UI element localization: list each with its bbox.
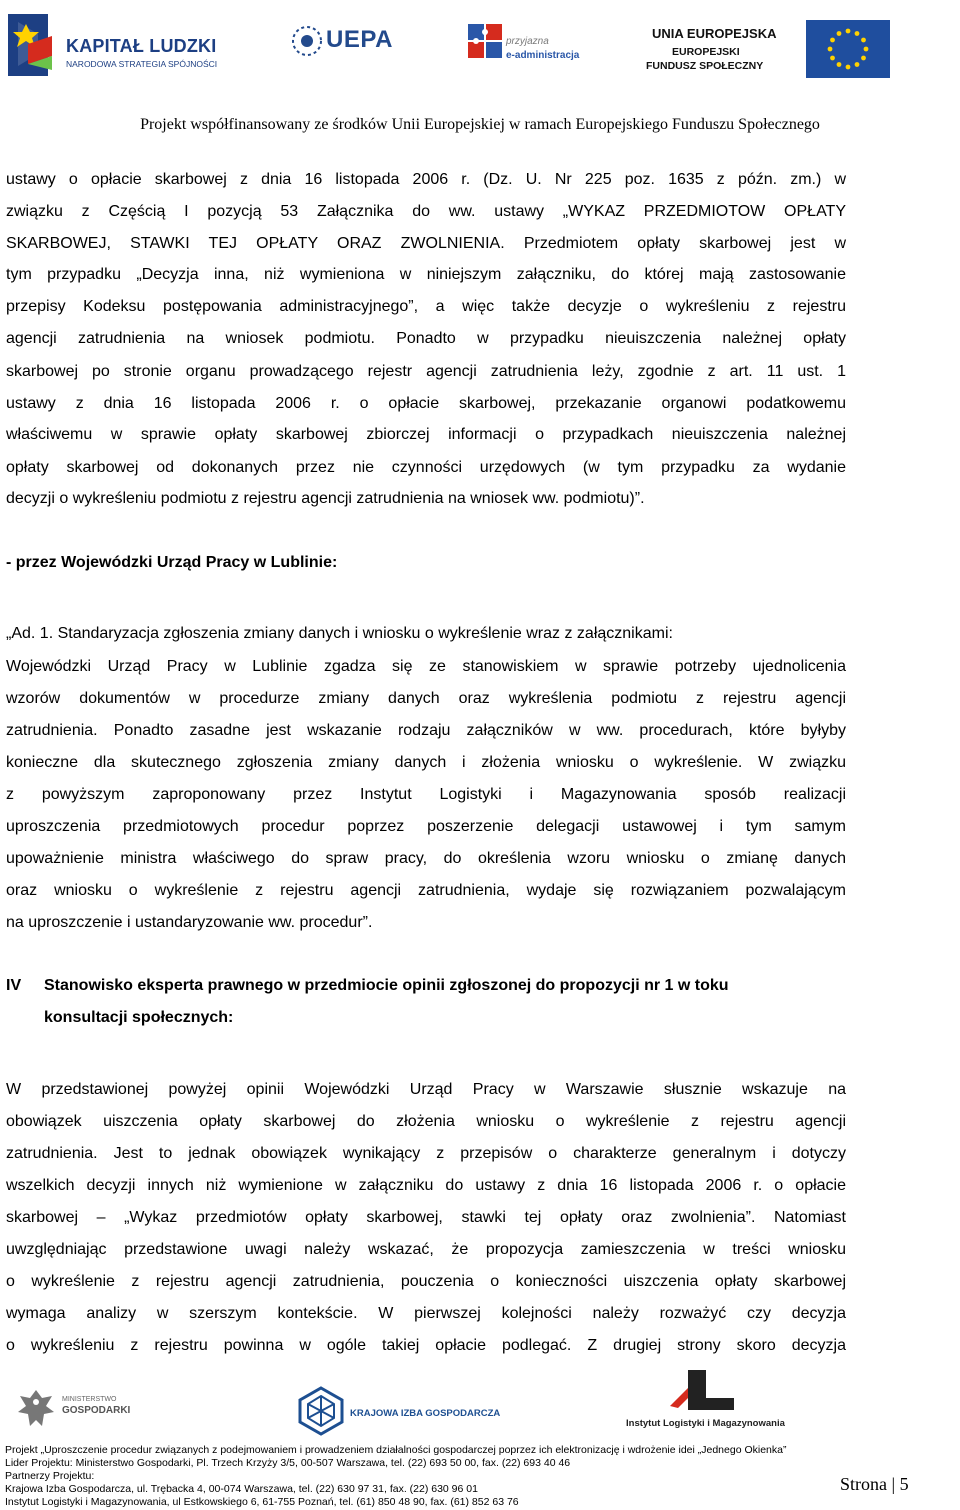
kig-emblem-icon	[296, 1386, 346, 1436]
ilim-name: Instytut Logistyki i Magazynowania	[626, 1418, 785, 1429]
paragraph-line: Wojewódzki Urząd Pracy w Lublinie zgadza się ze stanowiskiem w sprawie potrzeby ujednolicenia	[6, 658, 846, 675]
section-number: IV	[6, 977, 22, 994]
e-administracja-line1: przyjazna	[506, 36, 549, 47]
paragraph-line: decyzji o wykreśleniu podmiotu z rejestru agencji zatrudnienia na wniosek ww. podmiotu)”.	[6, 490, 645, 507]
ilim-logo	[626, 1368, 785, 1436]
section-title: Stanowisko eksperta prawnego w przedmiocie opinii zgłoszonej do propozycji nr 1 w toku	[44, 977, 729, 994]
kig-name: KRAJOWA IZBA GOSPODARCZA	[350, 1408, 501, 1419]
paragraph-line: skarbowej – „Wykaz przedmiotów opłaty skarbowej, stawki tej opłaty oraz zwolnienia”. Natomiast	[6, 1209, 846, 1226]
ministerstwo-line1: MINISTERSTWO	[62, 1396, 117, 1403]
cofinancing-note: Projekt współfinansowany ze środków Unii Europejskiej w ramach Europejskiego Funduszu Społecznego	[140, 116, 820, 133]
eu-logo	[646, 14, 944, 84]
kapital-ludzki-logo	[8, 14, 218, 76]
ilim-emblem-icon	[666, 1368, 736, 1416]
paragraph-line: W przedstawionej powyżej opinii Wojewódzki Urząd Pracy w Warszawie słusznie wskazuje na	[6, 1081, 846, 1098]
paragraph-line: o wykreśleniu z rejestru powinna w ogóle takiej opłacie podlegać. Z drugiej strony skoro decyzja	[6, 1337, 846, 1354]
paragraph-line: obowiązek uiszczenia opłaty skarbowej do złożenia wniosku o wykreślenie z rejestru agencji	[6, 1113, 846, 1130]
paragraph-line: na uproszczenie i ustandaryzowanie ww. procedur”.	[6, 914, 373, 931]
eu-flag-icon	[806, 20, 890, 78]
footer-partner-kig: Krajowa Izba Gospodarcza, ul. Trębacka 4, 00-074 Warszawa, tel. (22) 630 97 31, fax. (22) 630 96 01	[5, 1483, 478, 1495]
paragraph-line: skarbowej po stronie organu prowadzącego rejestr agencji zatrudnienia leży, zgodnie z art. 11 ust. 1	[6, 363, 846, 380]
kapital-ludzki-emblem	[8, 14, 60, 76]
uepa-logo	[290, 24, 393, 72]
footer-text	[5, 1444, 845, 1509]
ministerstwo-line2: GOSPODARKI	[62, 1405, 131, 1416]
paragraph-line: zatrudnienia. Ponadto zasadne jest wskazanie rodzaju załączników w ww. procedurach, które byłyby	[6, 722, 846, 739]
paragraph-line: ustawy o opłacie skarbowej z dnia 16 listopada 2006 r. (Dz. U. Nr 225 poz. 1635 z późn. zm.) w	[6, 171, 846, 188]
kig-logo	[296, 1386, 501, 1436]
e-administracja-line2: e-administracja	[506, 50, 580, 61]
subheading-wup-lublin: - przez Wojewódzki Urząd Pracy w Lublinie:	[6, 554, 338, 571]
paragraph-line: o wykreślenie z rejestru agencji zatrudnienia, pouczenia o konieczności uiszczenia opłaty skarbowej	[6, 1273, 846, 1290]
paragraph-line: tym przypadku „Decyzja inna, niż wymieniona w niniejszym załączniku, do której mają zastosowanie	[6, 266, 846, 283]
eu-logo-line2: EUROPEJSKI	[672, 46, 740, 58]
e-administracja-logo	[466, 22, 586, 70]
eu-logo-line3: FUNDUSZ SPOŁECZNY	[646, 60, 764, 72]
ministerstwo-gospodarki-logo	[16, 1386, 131, 1436]
paragraph-line: zatrudnienia. Jest to jednak obowiązek wynikający z przepisów o charakterze generalnym i dotyczy	[6, 1145, 846, 1162]
paragraph-line: oraz wniosku o wykreślenie z rejestru agencji zatrudnienia, wydaje się rozwiązaniem pozwalającym	[6, 882, 846, 899]
paragraph-line: upoważnienie ministra właściwego do spraw pracy, do określenia wzoru wniosku o zmianę danych	[6, 850, 846, 867]
uepa-stars-icon	[290, 24, 324, 58]
paragraph-line: opłaty skarbowej od dokonanych przez nie czynności urzędowych (w tym przypadku za wydanie	[6, 459, 846, 476]
kapital-ludzki-title: KAPITAŁ LUDZKI	[66, 36, 217, 56]
paragraph-line: uwzględniając przedstawione uwagi należy wskazać, że propozycja zamieszczenia w treści wniosku	[6, 1241, 846, 1258]
paragraph-line: SKARBOWEJ, STAWKI TEJ OPŁATY ORAZ ZWOLNIENIA. Przedmiotem opłaty skarbowej jest w	[6, 235, 846, 252]
footer-partners-label: Partnerzy Projektu:	[5, 1470, 95, 1482]
paragraph-line: z powyższym zaproponowany przez Instytut Logistyki i Magazynowania sposób realizacji	[6, 786, 846, 803]
paragraph-line: „Ad. 1. Standaryzacja zgłoszenia zmiany danych i wniosku o wykreślenie wraz z załącznikami:	[6, 625, 673, 642]
paragraph-line: uproszczenia przedmiotowych procedur poprzez poszerzenie delegacji ustawowej i tym samym	[6, 818, 846, 835]
eu-logo-line1: UNIA EUROPEJSKA	[652, 26, 777, 41]
paragraph-line: ustawy z dnia 16 listopada 2006 r. o opłacie skarbowej, przekazanie organowi podatkowemu	[6, 395, 846, 412]
puzzle-icon	[466, 22, 504, 60]
paragraph-line: wszelkich decyzji innych niż wymienione w załączniku do ustawy z dnia 16 listopada 2006 r. o opłacie	[6, 1177, 846, 1194]
footer-project-line: Projekt „Uproszczenie procedur związanych z podejmowaniem i prowadzeniem działalności gospodarczej poprzez ich elektronizację i wdrożenie idei „Jednego Okienka”	[5, 1444, 787, 1456]
paragraph-line: wymaga analizy w szerszym kontekście. W pierwszej kolejności należy rozważyć czy decyzja	[6, 1305, 846, 1322]
paragraph-line: konieczne dla skutecznego zgłoszenia zmiany danych i złożenia wniosku o wykreślenie. W związku	[6, 754, 846, 771]
footer-partner-ilim: Instytut Logistyki i Magazynowania, ul Estkowskiego 6, 61-755 Poznań, tel. (61) 850 48 90, fax. (61) 852 63 76	[5, 1496, 519, 1508]
paragraph-line: właściwemu w sprawie opłaty skarbowej zbiorczej informacji o przypadkach nieuiszczenia należnej	[6, 426, 846, 443]
uepa-title: UEPA	[326, 26, 393, 53]
eagle-icon	[16, 1386, 56, 1436]
paragraph-line: agencji zatrudnienia na wniosek podmiotu. Ponadto w przypadku nieuiszczenia należnej opłaty	[6, 330, 846, 347]
paragraph-line: związku z Częścią I pozycją 53 Załącznika do ww. ustawy „WYKAZ PRZEDMIOTOW OPŁATY	[6, 203, 846, 220]
footer-leader-line: Lider Projektu: Ministerstwo Gospodarki, Pl. Trzech Krzyży 3/5, 00-507 Warszawa, tel. (22) 693 50 00, fax. (22) 693 40 46	[5, 1457, 571, 1469]
kapital-ludzki-subtitle: NARODOWA STRATEGIA SPÓJNOŚCI	[66, 59, 218, 69]
paragraph-line: wzorów dokumentów w procedurze zmiany danych oraz wykreślenia podmiotu z rejestru agencji	[6, 690, 846, 707]
page-number: Strona | 5	[840, 1474, 909, 1494]
section-title-continued: konsultacji społecznych:	[44, 1009, 234, 1026]
paragraph-line: przepisy Kodeksu postępowania administracyjnego”, a więc także decyzje o wykreśleniu z rejestru	[6, 298, 846, 315]
